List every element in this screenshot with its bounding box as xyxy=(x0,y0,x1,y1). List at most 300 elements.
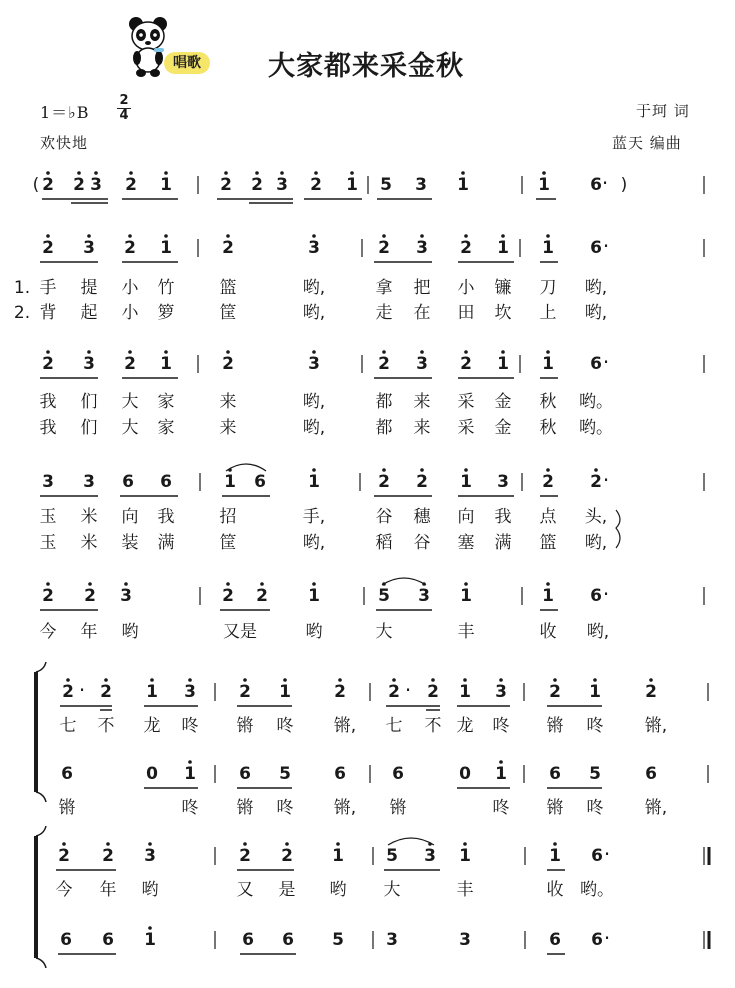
lyric-syllable: 咚 xyxy=(492,716,510,736)
note: 6 xyxy=(242,930,254,950)
score-symbol: · xyxy=(603,842,611,866)
note: 1 xyxy=(497,238,509,258)
lyric-syllable: 咚 xyxy=(276,716,294,736)
lyric-syllable: 龙 xyxy=(143,716,161,736)
octave-dot-high xyxy=(46,582,50,586)
note: 2 xyxy=(281,846,293,866)
lyric-syllable: 咚 xyxy=(492,798,510,818)
octave-dot-high xyxy=(226,234,230,238)
note: 2 xyxy=(222,354,234,374)
note: 2 xyxy=(42,238,54,258)
lyric-syllable: 小 xyxy=(121,278,139,298)
octave-dot-high xyxy=(94,171,98,175)
lyric-syllable: 都 xyxy=(375,418,393,438)
note: 6 xyxy=(160,472,172,492)
lyric-syllable: 哟 xyxy=(305,622,323,642)
lyric-syllable: 收 xyxy=(546,880,564,900)
note: 6 xyxy=(591,846,603,866)
note: 6 xyxy=(549,764,561,784)
lyric-syllable: 锵 xyxy=(236,716,254,736)
lyric-syllable: 小 xyxy=(457,278,475,298)
note: 6 xyxy=(254,472,266,492)
note: 3 xyxy=(184,682,196,702)
note: 5 xyxy=(332,930,344,950)
lyric-syllable: 哟, xyxy=(302,533,326,553)
note: 2 xyxy=(62,682,74,702)
note: 2 xyxy=(239,846,251,866)
note: 2 xyxy=(100,682,112,702)
note: 6 xyxy=(645,764,657,784)
octave-dot-high xyxy=(150,678,154,682)
lyric-syllable: 哟, xyxy=(302,392,326,412)
lyric-syllable: 哟, xyxy=(586,622,610,642)
octave-dot-high xyxy=(464,468,468,472)
lyric-syllable: 向 xyxy=(121,507,139,527)
lyricist-credit: 于珂 词 xyxy=(636,102,690,120)
note: 1 xyxy=(160,238,172,258)
lyric-syllable: 锵, xyxy=(333,798,357,818)
lyric-syllable: 来 xyxy=(219,392,237,412)
octave-dot-high xyxy=(420,234,424,238)
tempo-marking: 欢快地 xyxy=(40,134,89,152)
octave-dot-high xyxy=(148,926,152,930)
note: 3 xyxy=(424,846,436,866)
lyric-syllable: 都 xyxy=(375,392,393,412)
note: 1 xyxy=(308,586,320,606)
octave-dot-high xyxy=(164,350,168,354)
note: 3 xyxy=(418,586,430,606)
bracket-hook xyxy=(36,792,46,802)
lyric-syllable: 家 xyxy=(157,392,175,412)
octave-dot-high xyxy=(420,468,424,472)
note: 3 xyxy=(308,238,320,258)
octave-dot-high xyxy=(224,171,228,175)
note: 2 xyxy=(124,354,136,374)
note: 3 xyxy=(83,238,95,258)
note: 3 xyxy=(42,472,54,492)
octave-dot-high xyxy=(124,582,128,586)
lyric-syllable: 谷 xyxy=(413,533,431,553)
note: 2 xyxy=(542,472,554,492)
note: 3 xyxy=(144,846,156,866)
octave-dot-high xyxy=(312,234,316,238)
note: 5 xyxy=(386,846,398,866)
octave-dot-high xyxy=(501,350,505,354)
note: 2 xyxy=(256,586,268,606)
lyric-syllable: 装 xyxy=(121,533,139,553)
section-badge: 唱歌 xyxy=(164,52,210,74)
lyric-syllable: 点 xyxy=(539,507,557,527)
lyric-syllable: 咚 xyxy=(276,798,294,818)
note: 6 xyxy=(61,764,73,784)
lyric-syllable: 背 xyxy=(39,303,57,323)
key-signature: 1＝♭B xyxy=(40,103,90,122)
note: 2 xyxy=(590,472,602,492)
lyric-syllable: 又是 xyxy=(223,622,257,642)
octave-dot-high xyxy=(461,171,465,175)
score-symbol: · xyxy=(602,582,610,606)
lyric-syllable: 金 xyxy=(494,418,512,438)
tie-arc xyxy=(388,838,434,845)
lyric-syllable: 七 xyxy=(59,716,77,736)
octave-dot-high xyxy=(66,678,70,682)
note: 1 xyxy=(538,175,550,195)
lyric-syllable: 哟, xyxy=(302,418,326,438)
note: 2 xyxy=(124,238,136,258)
lyric-syllable: 上 xyxy=(539,303,557,323)
note: 3 xyxy=(497,472,509,492)
lyric-syllable: 大 xyxy=(375,622,393,642)
lyric-syllable: 玉 xyxy=(39,533,57,553)
note: 0 xyxy=(146,764,158,784)
note: 5 xyxy=(378,586,390,606)
lyric-syllable: 田 xyxy=(457,303,475,323)
lyric-syllable: 穗 xyxy=(413,507,431,527)
octave-dot-high xyxy=(148,842,152,846)
lyric-syllable: 头, xyxy=(584,507,608,527)
lyric-syllable: 龙 xyxy=(456,716,474,736)
lyric-syllable: 大 xyxy=(121,392,139,412)
lyric-syllable: 玉 xyxy=(39,507,57,527)
lyric-syllable: 年 xyxy=(99,880,117,900)
octave-dot-high xyxy=(255,171,259,175)
note: 2 xyxy=(334,682,346,702)
octave-dot-high xyxy=(431,678,435,682)
note: 1 xyxy=(497,354,509,374)
note: 2 xyxy=(549,682,561,702)
octave-dot-high xyxy=(594,468,598,472)
lyric-syllable: 年 xyxy=(80,622,98,642)
lyric-syllable: 锵, xyxy=(333,716,357,736)
lyric-syllable: 金 xyxy=(494,392,512,412)
octave-dot-high xyxy=(499,678,503,682)
octave-dot-high xyxy=(392,678,396,682)
lyric-syllable: 大 xyxy=(121,418,139,438)
lyric-syllable: 哟, xyxy=(584,303,608,323)
note: 2 xyxy=(102,846,114,866)
lyric-syllable: 谷 xyxy=(375,507,393,527)
lyric-syllable: 哟, xyxy=(302,303,326,323)
lyric-syllable: 哟 xyxy=(329,880,347,900)
octave-dot-high xyxy=(649,678,653,682)
score-symbol: ) xyxy=(620,175,628,195)
octave-dot-high xyxy=(312,468,316,472)
lyric-syllable: 咚 xyxy=(586,716,604,736)
lyric-syllable: 锵, xyxy=(644,798,668,818)
note: 3 xyxy=(120,586,132,606)
note: 6 xyxy=(590,354,602,374)
lyric-syllable: 篮 xyxy=(219,278,237,298)
note: 1 xyxy=(460,472,472,492)
lyric-syllable: 满 xyxy=(494,533,512,553)
lyric-syllable: 不 xyxy=(424,716,442,736)
note: 6 xyxy=(122,472,134,492)
score-symbol: ( xyxy=(32,175,40,195)
note: 1 xyxy=(224,472,236,492)
octave-dot-high xyxy=(312,582,316,586)
note: 2 xyxy=(378,238,390,258)
lyric-syllable: 把 xyxy=(413,278,431,298)
octave-dot-high xyxy=(546,234,550,238)
lyric-syllable: 丰 xyxy=(456,880,474,900)
verse-number: 1. xyxy=(13,278,31,298)
note: 3 xyxy=(90,175,102,195)
octave-dot-high xyxy=(382,350,386,354)
score-symbol: · xyxy=(602,350,610,374)
lyric-syllable: 哟。 xyxy=(580,880,614,900)
note: 1 xyxy=(457,175,469,195)
octave-dot-high xyxy=(420,350,424,354)
lyric-syllable: 不 xyxy=(97,716,115,736)
lyric-syllable: 咚 xyxy=(181,716,199,736)
octave-dot-high xyxy=(283,678,287,682)
octave-dot-high xyxy=(542,171,546,175)
bracket-hook xyxy=(36,662,46,672)
note: 2 xyxy=(251,175,263,195)
lyric-brace xyxy=(616,510,620,548)
note: 2 xyxy=(220,175,232,195)
note: 6 xyxy=(590,238,602,258)
note: 2 xyxy=(73,175,85,195)
note: 2 xyxy=(58,846,70,866)
lyric-syllable: 拿 xyxy=(375,278,393,298)
octave-dot-high xyxy=(106,842,110,846)
lyric-syllable: 又 xyxy=(236,880,254,900)
verse-number: 2. xyxy=(13,303,31,323)
octave-dot-high xyxy=(312,350,316,354)
note: 1 xyxy=(160,354,172,374)
note: 1 xyxy=(542,586,554,606)
octave-dot-high xyxy=(350,171,354,175)
octave-dot-high xyxy=(128,234,132,238)
octave-dot-high xyxy=(46,171,50,175)
octave-dot-high xyxy=(285,842,289,846)
octave-dot-high xyxy=(226,582,230,586)
note: 3 xyxy=(83,354,95,374)
lyric-syllable: 提 xyxy=(80,278,98,298)
note: 6 xyxy=(334,764,346,784)
note: 2 xyxy=(42,354,54,374)
lyric-syllable: 坎 xyxy=(494,303,512,323)
note: 5 xyxy=(380,175,392,195)
lyric-syllable: 在 xyxy=(413,303,431,323)
note: 2 xyxy=(645,682,657,702)
lyric-syllable: 镰 xyxy=(494,278,512,298)
lyric-syllable: 哟, xyxy=(302,278,326,298)
octave-dot-high xyxy=(62,842,66,846)
lyric-syllable: 稻 xyxy=(375,533,393,553)
octave-dot-high xyxy=(463,842,467,846)
note: 1 xyxy=(160,175,172,195)
octave-dot-high xyxy=(104,678,108,682)
octave-dot-high xyxy=(260,582,264,586)
octave-dot-high xyxy=(553,842,557,846)
note: 1 xyxy=(279,682,291,702)
lyric-syllable: 起 xyxy=(80,303,98,323)
note: 1 xyxy=(144,930,156,950)
note: 6 xyxy=(102,930,114,950)
note: 6 xyxy=(590,586,602,606)
lyric-syllable: 招 xyxy=(219,507,237,527)
lyric-syllable: 我 xyxy=(494,507,512,527)
octave-dot-high xyxy=(188,678,192,682)
octave-dot-high xyxy=(382,234,386,238)
octave-dot-high xyxy=(243,842,247,846)
octave-dot-high xyxy=(338,678,342,682)
lyric-syllable: 塞 xyxy=(457,533,475,553)
note: 3 xyxy=(386,930,398,950)
octave-dot-high xyxy=(88,582,92,586)
time-signature: 2 4 xyxy=(117,94,131,123)
octave-dot-high xyxy=(129,171,133,175)
lyric-syllable: 哟, xyxy=(584,278,608,298)
note: 3 xyxy=(83,472,95,492)
octave-dot-high xyxy=(336,842,340,846)
score-symbol: · xyxy=(603,926,611,950)
octave-dot-high xyxy=(593,678,597,682)
note: 2 xyxy=(239,682,251,702)
lyric-syllable: 们 xyxy=(80,418,98,438)
note: 1 xyxy=(549,846,561,866)
octave-dot-high xyxy=(188,760,192,764)
bracket-hook xyxy=(36,958,46,968)
note: 2 xyxy=(460,238,472,258)
note: 1 xyxy=(146,682,158,702)
lyric-syllable: 采 xyxy=(457,418,475,438)
octave-dot-high xyxy=(546,468,550,472)
lyric-syllable: 锵 xyxy=(389,798,407,818)
octave-dot-high xyxy=(546,582,550,586)
song-title: 大家都来采金秋 xyxy=(268,51,464,82)
octave-dot-high xyxy=(464,350,468,354)
note: 1 xyxy=(332,846,344,866)
lyric-syllable: 哟 xyxy=(141,880,159,900)
note: 1 xyxy=(346,175,358,195)
note: 3 xyxy=(276,175,288,195)
octave-dot-high xyxy=(553,678,557,682)
lyric-syllable: 家 xyxy=(157,418,175,438)
lyric-syllable: 锵 xyxy=(236,798,254,818)
lyric-syllable: 哟。 xyxy=(579,418,613,438)
octave-dot-high xyxy=(77,171,81,175)
note: 1 xyxy=(308,472,320,492)
octave-dot-high xyxy=(499,760,503,764)
lyric-syllable: 秋 xyxy=(539,392,557,412)
octave-dot-high xyxy=(314,171,318,175)
score-symbol: · xyxy=(78,678,86,702)
note: 2 xyxy=(388,682,400,702)
octave-dot-high xyxy=(546,350,550,354)
octave-dot-high xyxy=(164,171,168,175)
note: 3 xyxy=(308,354,320,374)
lyric-syllable: 小 xyxy=(121,303,139,323)
lyric-syllable: 米 xyxy=(80,533,98,553)
note: 1 xyxy=(589,682,601,702)
lyric-syllable: 手 xyxy=(39,278,57,298)
lyric-syllable: 走 xyxy=(375,303,393,323)
score-symbol: · xyxy=(404,678,412,702)
note: 1 xyxy=(459,846,471,866)
octave-dot-high xyxy=(87,350,91,354)
lyric-syllable: 咚 xyxy=(586,798,604,818)
note: 5 xyxy=(279,764,291,784)
lyric-syllable: 向 xyxy=(457,507,475,527)
note: 2 xyxy=(222,238,234,258)
lyric-syllable: 收 xyxy=(539,622,557,642)
octave-dot-high xyxy=(128,350,132,354)
note: 2 xyxy=(416,472,428,492)
lyric-syllable: 哟。 xyxy=(579,392,613,412)
octave-dot-high xyxy=(226,350,230,354)
lyric-syllable: 咚 xyxy=(181,798,199,818)
lyric-syllable: 筐 xyxy=(219,533,237,553)
note: 0 xyxy=(459,764,471,784)
octave-dot-high xyxy=(46,350,50,354)
octave-dot-high xyxy=(464,582,468,586)
lyric-syllable: 竹 xyxy=(157,278,175,298)
lyric-syllable: 筐 xyxy=(219,303,237,323)
note: 2 xyxy=(222,586,234,606)
lyric-syllable: 我 xyxy=(39,418,57,438)
octave-dot-high xyxy=(280,171,284,175)
lyric-syllable: 丰 xyxy=(457,622,475,642)
octave-dot-high xyxy=(164,234,168,238)
octave-dot-high xyxy=(382,468,386,472)
note: 3 xyxy=(416,354,428,374)
lyric-syllable: 满 xyxy=(157,533,175,553)
note: 3 xyxy=(415,175,427,195)
lyric-syllable: 来 xyxy=(219,418,237,438)
lyric-syllable: 篮 xyxy=(539,533,557,553)
note: 6 xyxy=(239,764,251,784)
score-symbol: · xyxy=(601,171,609,195)
note: 2 xyxy=(125,175,137,195)
lyric-syllable: 锵, xyxy=(644,716,668,736)
composer-credit: 蓝天 编曲 xyxy=(612,134,682,152)
note: 2 xyxy=(42,586,54,606)
lyric-syllable: 秋 xyxy=(539,418,557,438)
lyric-syllable: 手, xyxy=(302,507,326,527)
tie-arc xyxy=(382,578,426,585)
note: 2 xyxy=(427,682,439,702)
lyric-syllable: 来 xyxy=(413,392,431,412)
octave-dot-high xyxy=(46,234,50,238)
octave-dot-high xyxy=(463,678,467,682)
note: 3 xyxy=(459,930,471,950)
lyric-syllable: 锵 xyxy=(546,798,564,818)
note: 1 xyxy=(542,238,554,258)
lyric-syllable: 锵 xyxy=(546,716,564,736)
note: 2 xyxy=(310,175,322,195)
lyric-syllable: 哟, xyxy=(584,533,608,553)
note: 2 xyxy=(378,354,390,374)
lyric-syllable: 米 xyxy=(80,507,98,527)
note: 5 xyxy=(589,764,601,784)
octave-dot-high xyxy=(87,234,91,238)
lyric-syllable: 今 xyxy=(39,622,57,642)
lyric-syllable: 大 xyxy=(383,880,401,900)
lyric-syllable: 锵 xyxy=(58,798,76,818)
note: 6 xyxy=(590,175,602,195)
note: 2 xyxy=(84,586,96,606)
tie-arc xyxy=(226,464,266,471)
note: 2 xyxy=(42,175,54,195)
lyric-syllable: 来 xyxy=(413,418,431,438)
octave-dot-high xyxy=(464,234,468,238)
lyric-syllable: 今 xyxy=(55,880,73,900)
note: 6 xyxy=(282,930,294,950)
note: 1 xyxy=(542,354,554,374)
